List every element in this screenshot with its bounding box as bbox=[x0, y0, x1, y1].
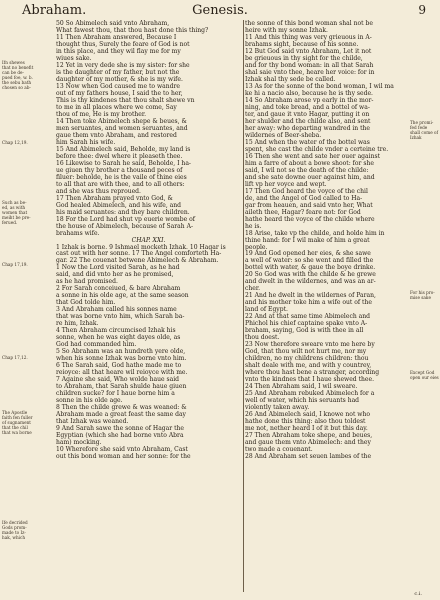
text-line: and she was thus reproued. bbox=[56, 187, 141, 195]
text-line: gar from heauen, and said vnto her, What bbox=[245, 201, 373, 209]
text-line: gar. 22 The couenat betwene Abimelech & Abraham. bbox=[56, 257, 219, 265]
text-line: hathe done this thing: also thou toldest bbox=[245, 418, 366, 426]
text-line: 1 Izhak is borne. 9 Ishmael mocketh Izhak. 10 Hagar is bbox=[56, 243, 226, 251]
text-line: and she sate downe ouer against him, and bbox=[245, 173, 375, 181]
text-line: What fawest thou, that thou hast done this thing? bbox=[56, 26, 209, 34]
text-line: shal saie vnto thee, heare her voice: for in bbox=[245, 68, 375, 76]
text-line: ning, and toke bread, and a bottel of wa- bbox=[245, 103, 370, 111]
text-line: out this bond woman and her sonne: for the bbox=[56, 453, 191, 461]
text-line: thou doest. bbox=[245, 334, 280, 342]
text-line: where thou hast bene a stranger, according bbox=[245, 369, 380, 377]
margin-note-left: Chap 17,19. bbox=[2, 262, 28, 267]
text-line: 18 For the Lord had shut vp euerie wombe of bbox=[56, 215, 196, 223]
text-line: 18 Arise, take vp the childe, and holde him in bbox=[245, 229, 385, 237]
text-line: out of my fathers house, I said the to her, bbox=[56, 89, 183, 97]
text-line: violently taken away. bbox=[245, 404, 310, 412]
text-line: God had commanded him. bbox=[56, 341, 137, 349]
text-line: God healed Abimelech, and his wife, and bbox=[56, 201, 182, 209]
text-line: wiues sake. bbox=[56, 54, 92, 62]
text-line: the sonne of this bond woman shal not be bbox=[245, 20, 373, 27]
text-line: the house of Abimelech, because of Sarah A- bbox=[56, 222, 193, 230]
text-line: 24 Then Abraham said, I wil sweare. bbox=[245, 383, 358, 391]
text-line: brahams wife. bbox=[56, 229, 100, 237]
text-line: Egyptian (which she had borne vnto Abra bbox=[56, 432, 184, 440]
text-line: spent, she cast the childe vnder a certeine tre. bbox=[245, 145, 389, 153]
text-line: 23 Now therefore sweare vnto me here by bbox=[245, 341, 375, 349]
text-line: 20 So God was with the childe & he grewe bbox=[245, 271, 376, 279]
text-line: Phichol his chief captaine spake vnto A- bbox=[245, 320, 368, 328]
text-line: that God tolde him. bbox=[56, 299, 116, 307]
text-line: ke hi a nacio also, because he is thy sede. bbox=[245, 89, 373, 97]
text-line: to Abraham, that Sarah shulde haue giuen bbox=[56, 383, 187, 391]
text-line: 25 And Abraham rebuked Abimelech for a bbox=[245, 390, 375, 398]
text-line: ter, and gaue it vnto Hagar, putting it on bbox=[245, 110, 370, 118]
column-divider bbox=[243, 20, 244, 592]
text-line: vnto the kindnes that I haue shewed thee. bbox=[245, 376, 375, 384]
text-line: sonne in his olde age. bbox=[56, 397, 123, 405]
text-line: heire with my sonne Izhak. bbox=[245, 26, 328, 34]
text-line: 11 Then Abraham answered, Because I bbox=[56, 33, 177, 41]
text-line: as he had promised. bbox=[56, 278, 118, 286]
text-line: to me in all places where we come, Say bbox=[56, 103, 177, 111]
margin-note-left: Such as be- ed, as with women that meiht be pre- ferued. bbox=[2, 200, 31, 225]
text-line: This is thy kindenes that thou shalt shewe vn bbox=[56, 96, 195, 104]
text-line: ham) mocking. bbox=[56, 439, 102, 447]
text-line: 17 Then God heard the voyce of the chil bbox=[245, 187, 368, 195]
text-line: 1 Now the Lord visited Sarah, as he had bbox=[56, 264, 180, 272]
text-line: 10 Wherefore she said vnto Abraham, Cast bbox=[56, 446, 188, 454]
text-line: gaue them vnto Abraham, and restored bbox=[56, 131, 177, 139]
text-line: said, and did vnto her as he promised, bbox=[56, 271, 174, 279]
text-line: me not, nether heard I of it but this day. bbox=[245, 425, 368, 433]
margin-note-left: Chap 12,19. bbox=[2, 140, 28, 145]
text-line: bottel with water, & gaue the boye drinke. bbox=[245, 264, 376, 272]
text-line: 50 So Abimelech said vnto Abraham, bbox=[56, 20, 170, 27]
text-line: 19 And God opened her eies, & she sawe bbox=[245, 250, 371, 258]
text-line: 28 And Abraham set seuen lambes of the bbox=[245, 453, 372, 461]
text-line: 14 So Abraham arose vp early in the mor- bbox=[245, 96, 374, 104]
page-header bbox=[0, 3, 440, 19]
text-line: sonne, when he was eight dayes olde, as bbox=[56, 334, 181, 342]
text-line: 14 Then toke Abimelech shepe & beues, & bbox=[56, 117, 187, 125]
text-line: filuer: beholde, he is the vaile of thine eies bbox=[56, 173, 187, 181]
text-line: 7 Againe she said, Who wolde haue said bbox=[56, 376, 179, 384]
text-line: him Sarah his wife. bbox=[56, 138, 116, 146]
text-line: Izhak shal thy sede be called. bbox=[245, 75, 336, 83]
margin-note-left: Ife decrided Gods prom- made to Iz- hak, which bbox=[2, 520, 28, 540]
text-line: 12 But God said vnto Abraham, Let it not bbox=[245, 47, 372, 55]
text-line: 15 And Abimelech said, Beholde, my land is bbox=[56, 145, 191, 153]
text-line: braham, saying, God is with thee in all bbox=[245, 327, 364, 335]
text-line: and dwelt in the wildernes, and was an ar- bbox=[245, 278, 376, 286]
text-line: and for thy bond woman: in all that Sarah bbox=[245, 61, 374, 69]
text-line: that Izhak was weaned. bbox=[56, 418, 129, 426]
text-line: 4 Then Abraham circumcised Izhak his bbox=[56, 327, 176, 335]
text-line: 6 The Sarah said, God hathe made me to bbox=[56, 362, 182, 370]
text-line: reioyce: all that heare wil reioyce with me. bbox=[56, 369, 188, 377]
text-line: him a farre of about a bowe shoot: for she bbox=[245, 159, 374, 167]
text-line: brahams sight, because of his sonne. bbox=[245, 40, 359, 48]
left-text-column bbox=[56, 20, 241, 460]
text-line: thou of me, He is my brother. bbox=[56, 110, 146, 118]
text-line: land of Egypt. bbox=[245, 306, 288, 314]
text-line: a well of water: so she went and filled the bbox=[245, 257, 374, 265]
text-line: her shulder and the childe also, and sent bbox=[245, 117, 371, 125]
text-line: lift vp her voyce and wept. bbox=[245, 180, 327, 188]
text-line: 13 Now when God caused me to wandre bbox=[56, 82, 180, 90]
text-line: Abraham made a great feast the same day bbox=[56, 411, 186, 419]
text-line: said, I wil not se the death of the childe: bbox=[245, 166, 369, 174]
text-line: re him, Izhak. bbox=[56, 320, 99, 328]
text-line: to all that are with thee, and to all others: bbox=[56, 180, 185, 188]
text-line: 12 Yet in very dede she is my sister: for she bbox=[56, 61, 190, 69]
text-line: people. bbox=[245, 243, 268, 251]
text-line: shalt deale with me, and with y countrey, bbox=[245, 362, 372, 370]
text-line: cher. bbox=[245, 285, 261, 293]
text-line: 17 Then Abraham prayed vnto God, & bbox=[56, 194, 173, 202]
text-line: in this place, and they wil flay me for my bbox=[56, 47, 181, 55]
margin-note-right: Except God open our eies bbox=[410, 370, 439, 380]
text-line: men seruantes, and women seruantes, and bbox=[56, 124, 188, 132]
right-text-column bbox=[245, 20, 407, 460]
text-line: and gaue them vnto Abimelech: and they bbox=[245, 439, 371, 447]
text-line: 27 Then Abraham toke shepe, and beues, bbox=[245, 432, 373, 440]
text-line: thought thus, Surely the feare of God is not bbox=[56, 40, 190, 48]
text-line: 13 As for the sonne of the bond woman, I wil ma bbox=[245, 82, 394, 90]
text-line: 16 Likewise to Sarah he said, Beholde, I ha- bbox=[56, 159, 191, 167]
text-line: when his sonne Izhak was borne vnto him. bbox=[56, 355, 187, 363]
text-line: two made a couenant. bbox=[245, 446, 313, 454]
text-line: God, that thou wilt not hurt me, nor my bbox=[245, 348, 367, 356]
text-line: 21 And he dwelt in the wildernes of Paran, bbox=[245, 292, 376, 300]
text-line: 22 And at that same time Abimelech and bbox=[245, 313, 371, 321]
margin-note-left: Ifn shewes that no benefit can be de- pued foe, w. b. the sebu bath chosen so ab- bbox=[2, 60, 34, 90]
text-line: daughter of my mother, & she is my wife. bbox=[56, 75, 183, 83]
text-line: 9 And Sarah sawe the sonne of Hagar the bbox=[56, 425, 184, 433]
text-line: 5 So Abraham was an hundreth yere olde, bbox=[56, 348, 186, 356]
text-line: well of water, which his seruants had bbox=[245, 397, 360, 405]
text-line: ue giuen thy brother a thousand peces of bbox=[56, 166, 183, 174]
text-line: his maid seruantes: and they bare children. bbox=[56, 208, 190, 216]
margin-note-left: The Apostle faith fen fuller of sugnament that the chil that wa borne bbox=[2, 410, 33, 435]
text-line: is the daughter of my father, but not the bbox=[56, 68, 180, 76]
text-line: be grieuous in thy sight for the childe, bbox=[245, 54, 363, 62]
text-line: 26 And Abimelech said, I knowe not who bbox=[245, 411, 371, 419]
text-line: and his mother toke him a wife out of the bbox=[245, 299, 372, 307]
text-line: thine hand: for I wil make of him a great bbox=[245, 236, 370, 244]
margin-note-left: Chap 17,12. bbox=[2, 355, 28, 360]
text-line: aileth thee, Hagar? feare not: for God bbox=[245, 208, 361, 216]
running-head-book: Genesis. bbox=[192, 3, 248, 18]
text-line: 8 Then the childe grewe & was weaned: & bbox=[56, 404, 187, 412]
text-line: CHAP. XXI. bbox=[131, 236, 166, 244]
text-line: her away: who departing wandred in the bbox=[245, 124, 371, 132]
text-line: 2 For Sarah conceiued, & bare Abraham bbox=[56, 285, 181, 293]
text-line: de, and the Angel of God called to Ha- bbox=[245, 194, 363, 202]
margin-note-right: The promi- fed fede shall come of Izhak bbox=[410, 120, 439, 140]
text-line: children sucke? for I haue borne him a bbox=[56, 390, 175, 398]
text-line: a sonne in his olde age, at the same season bbox=[56, 292, 189, 300]
text-line: 11 And this thing was very grieuous in A- bbox=[245, 33, 372, 41]
text-line: 3 And Abraham called his sonnes name bbox=[56, 306, 177, 314]
text-line: he is. bbox=[245, 222, 262, 230]
text-line: hathe heard the voyce of the childe where bbox=[245, 215, 375, 223]
text-line: children, no my childrens children: thou bbox=[245, 355, 369, 363]
signature-mark: c.i. bbox=[414, 591, 422, 597]
margin-note-right: For his pro- mise sake bbox=[410, 290, 435, 300]
text-line: cast out with her sonne. 17 The Angel comforteth Ha- bbox=[56, 250, 222, 258]
text-line: 15 And when the water of the bottel was bbox=[245, 138, 370, 146]
text-line: 16 Then she went and sate her ouer against bbox=[245, 152, 381, 160]
text-line: that was borne vnto him, which Sarah ba- bbox=[56, 313, 185, 321]
folio-number: 9 bbox=[418, 3, 426, 17]
text-line: wildernes of Beer-sheba. bbox=[245, 131, 322, 139]
running-head-left: Abraham. bbox=[22, 3, 87, 18]
text-line: before thee: dwel where it pleaseth thee. bbox=[56, 152, 183, 160]
